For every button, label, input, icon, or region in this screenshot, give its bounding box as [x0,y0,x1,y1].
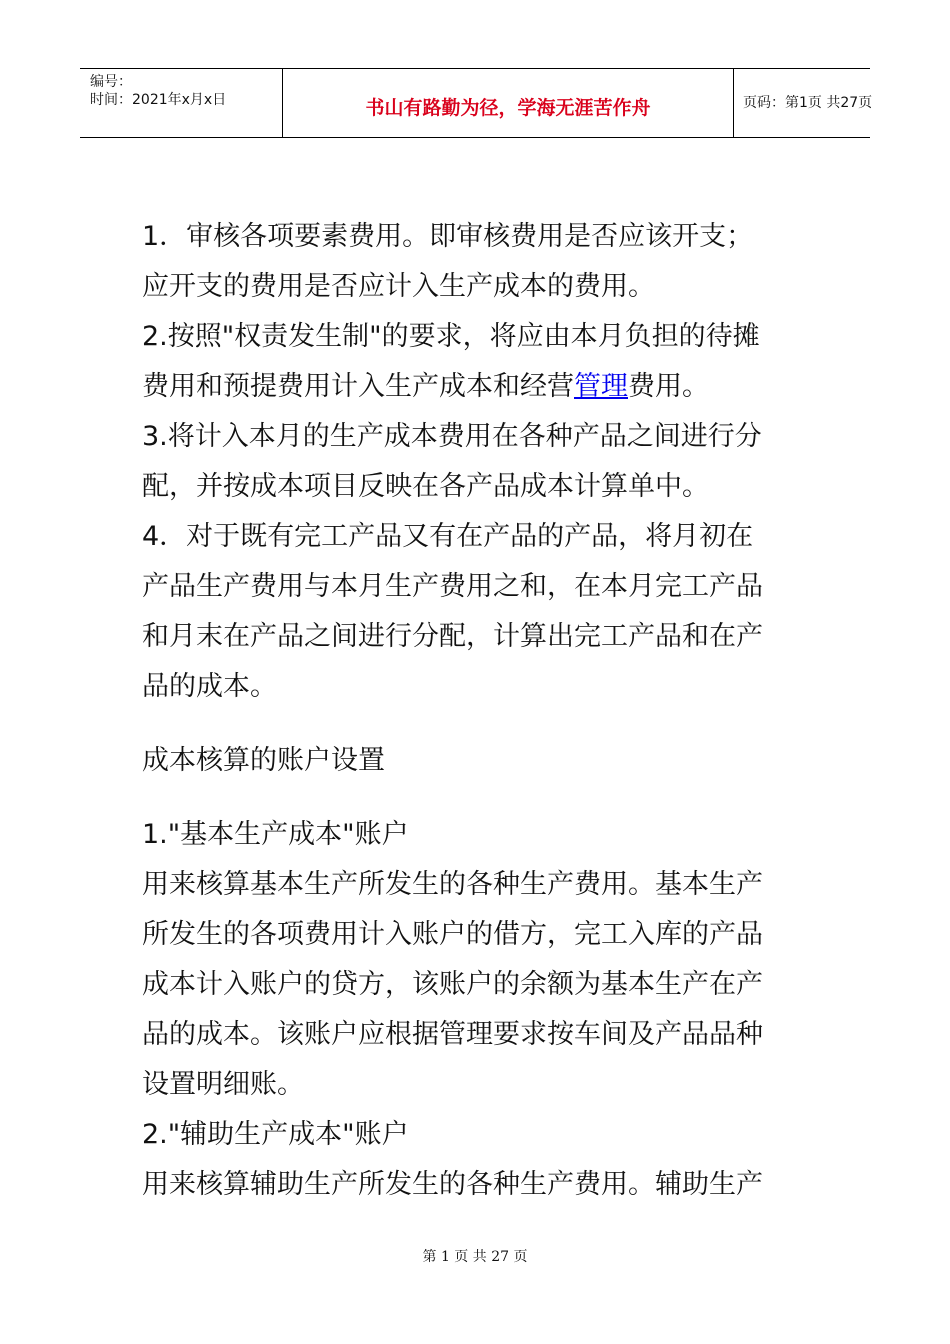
page-footer: 第 1 页 共 27 页 [422,1249,528,1265]
number-label: 编号： [90,74,132,90]
management-link[interactable]: 管理 [574,371,628,402]
text-line: 1．审核各项要素费用。即审核费用是否应该开支； [142,221,754,252]
spacer [142,712,814,736]
header-page-cell [733,69,873,137]
time-label: 时间：2021年x月x日 [90,92,227,108]
document-body [142,212,814,1210]
text-segment: 费用和预提费用计入生产成本和经营 [142,371,574,402]
text-line: 配，并按成本项目反映在各产品成本计算单中。 [142,471,709,502]
motto: 书山有路勤为径，学海无涯苦作舟 [365,97,651,119]
text-line [142,362,814,412]
text-segment: 费用。 [628,371,709,402]
text-line: 用来核算辅助生产所发生的各种生产费用。辅助生产 [142,1169,763,1200]
text-line: 和月末在产品之间进行分配，计算出完工产品和在产 [142,621,763,652]
text-line: 3.将计入本月的生产成本费用在各种产品之间进行分 [142,421,762,452]
header-motto-cell [282,69,734,137]
text-line: 4．对于既有完工产品又有在产品的产品，将月初在 [142,521,754,552]
header-meta [80,69,282,137]
subsection-title: 1."基本生产成本"账户 [142,819,409,850]
text-line: 产品生产费用与本月生产费用之和，在本月完工产品 [142,571,763,602]
text-line: 品的成本。该账户应根据管理要求按车间及产品品种 [142,1019,763,1050]
text-line: 品的成本。 [142,671,277,702]
page-info: 页码：第1页 共27页 [743,95,873,111]
text-line: 用来核算基本生产所发生的各种生产费用。基本生产 [142,869,763,900]
subsection-title: 2."辅助生产成本"账户 [142,1119,409,1150]
text-line: 应开支的费用是否应计入生产成本的费用。 [142,271,655,302]
text-line: 设置明细账。 [142,1069,304,1100]
page-header [80,68,873,138]
section-heading: 成本核算的账户设置 [142,745,385,776]
text-line: 成本计入账户的贷方，该账户的余额为基本生产在产 [142,969,763,1000]
text-line: 2.按照"权责发生制"的要求，将应由本月负担的待摊 [142,321,760,352]
text-line: 所发生的各项费用计入账户的借方，完工入库的产品 [142,919,763,950]
spacer [142,786,814,810]
